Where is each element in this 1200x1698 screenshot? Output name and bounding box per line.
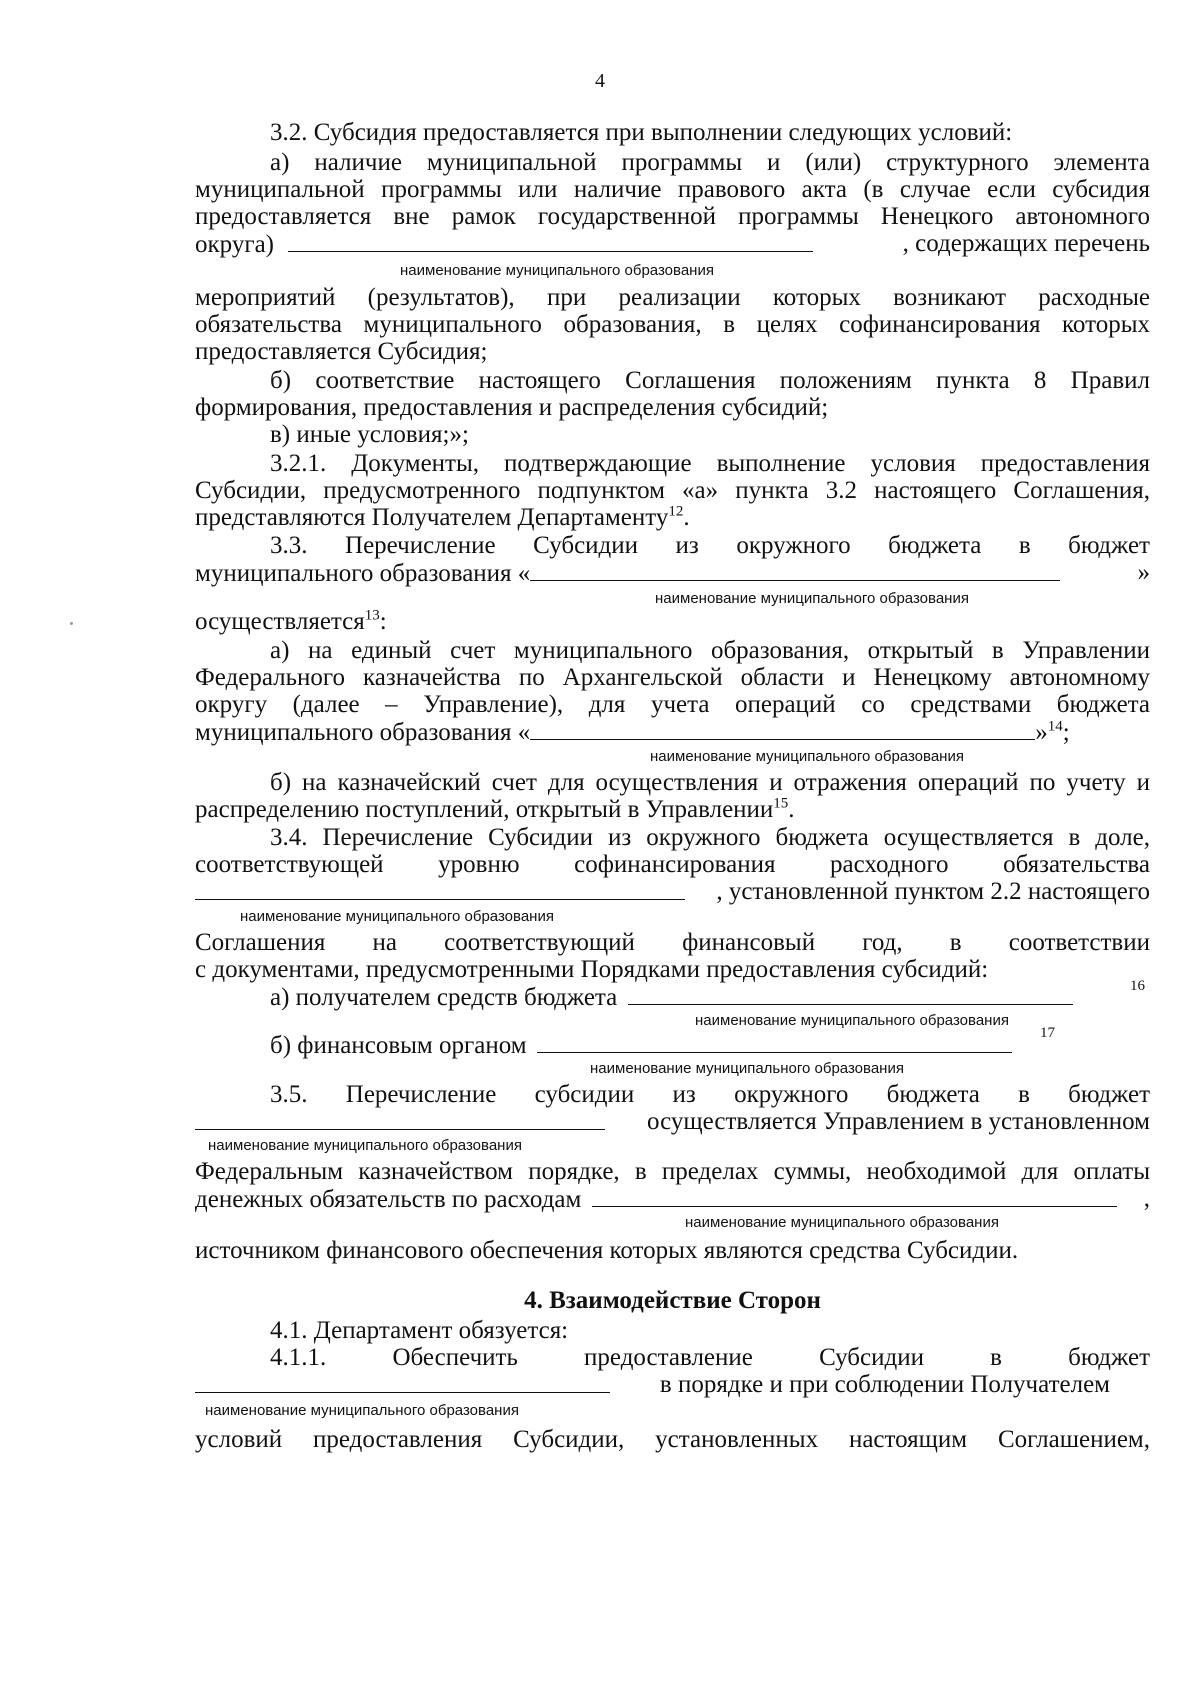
footnote-ref: 14 [1047,718,1063,735]
text-fragment: б) финансовым органом [270,1032,527,1059]
field-caption: наименование муниципального образования [590,1060,904,1077]
text-fragment: осуществляется Управлением в установленном [647,1108,1150,1135]
text-fragment: а) получателем средств бюджета [270,984,618,1011]
clause-3-2-b-line2: формирования, предоставления и распределения субсидий; [195,394,829,421]
clause-3-2-c: в) иные условия;»; [270,421,469,448]
text-fragment: в порядке и при соблюдении Получателем [659,1371,1110,1398]
text-fragment: . [788,796,795,823]
text-fragment: ; [1062,719,1070,746]
blank-field [195,877,685,900]
text-fragment: муниципального образования « [195,719,531,746]
text-fragment: . [683,504,690,531]
text-fragment: : [379,608,387,635]
clause-3-2-a-line6: обязательства муниципального образования, в целях софинансирования которых [195,311,1150,338]
clause-3-2-a-line3: предоставляется вне рамок государственной программы Ненецкого автономного [195,203,1150,230]
footnote-ref: 17 [1040,1025,1055,1041]
blank-field [537,1030,1012,1053]
field-caption: наименование муниципального образования [205,1402,519,1419]
clause-3-5-line5: источником финансового обеспечения которых являются средства Субсидии. [195,1237,1019,1264]
clause-4-1-1-line2 [195,1370,1150,1401]
clause-3-2-b-line1: б) соответствие настоящего Соглашения положениям пункта 8 Правил [270,367,1150,394]
section-heading: 4. Взаимодействие Сторон [524,1287,821,1314]
blank-field [195,1370,610,1393]
clause-3-5-line2 [195,1107,1150,1138]
clause-3-2-a-line4 [195,229,1150,260]
clause-3-3-a-line2: Федерального казначейства по Архангельской области и Ненецкому автономному [195,664,1150,691]
text-fragment: , содержащих перечень [902,230,1150,257]
clause-3-5-line1: 3.5. Перечисление субсидии из окружного бюджета в бюджет [270,1081,1150,1108]
clause-3-4-line5: с документами, предусмотренными Порядками предоставления субсидий: [195,956,989,983]
field-caption: наименование муниципального образования [650,748,964,765]
clause-3-5-line4 [195,1184,1150,1215]
clause-3-2-1-line3 [195,503,1150,533]
blank-field [628,982,1073,1005]
field-caption: наименование муниципального образования [685,1214,999,1231]
clause-3-4-line1: 3.4. Перечисление Субсидии из окружного бюджета осуществляется в доле, [270,824,1150,851]
clause-3-3-b-line1: б) на казначейский счет для осуществления и отражения операций по учету и [270,769,1150,796]
clause-4-1-1-line1: 4.1.1. Обеспечить предоставление Субсидии в бюджет [270,1344,1150,1371]
clause-3-4-a [270,982,1150,1013]
clause-3-3-line1: 3.3. Перечисление Субсидии из окружного бюджета в бюджет [270,532,1150,559]
scan-speck [70,622,73,625]
field-caption: наименование муниципального образования [655,590,969,607]
clause-3-2-a-line7: предоставляется Субсидия; [195,338,488,365]
text-fragment: » [1035,719,1048,746]
clause-3-4-b [270,1030,1150,1061]
clause-3-5-line3: Федеральным казначейством порядке, в пределах суммы, необходимой для оплаты [195,1158,1150,1185]
clause-3-2-title: 3.2. Субсидия предоставляется при выполнении следующих условий: [270,119,1013,146]
footnote-ref: 12 [668,503,684,520]
clause-3-3-a-line4 [195,717,1150,748]
text-fragment: » [1137,559,1150,586]
blank-field [530,558,1060,581]
footnote-ref: 16 [1130,978,1145,994]
footnote-ref: 13 [364,607,380,624]
text-fragment: , установленной пунктом 2.2 настоящего [716,878,1150,905]
text-fragment: денежных обязательств по расходам [195,1186,582,1213]
footnote-ref: 15 [773,795,789,812]
field-caption: наименование муниципального образования [400,262,714,279]
clause-4-1: 4.1. Департамент обязуется: [270,1317,569,1344]
text-fragment: муниципального образования « [195,560,531,587]
field-caption: наименование муниципального образования [240,908,554,925]
clause-3-2-a-line2: муниципальной программы или наличие правового акта (в случае если субсидия [195,176,1150,203]
clause-3-4-line4: Соглашения на соответствующий финансовый год, в соответствии [195,929,1150,956]
clause-3-3-line2 [195,558,1150,589]
blank-field [592,1184,1117,1207]
blank-field [288,229,813,252]
clause-3-3-a-line1: а) на единый счет муниципального образования, открытый в Управлении [270,637,1150,664]
clause-3-2-1-line2: Субсидии, предусмотренного подпунктом «а» пункта 3.2 настоящего Соглашения, [195,477,1150,504]
blank-field [530,717,1035,740]
text-fragment: представляются Получателем Департаменту [195,504,669,531]
text-fragment: , [1143,1185,1150,1212]
clause-3-4-line2: соответствующей уровню софинансирования расходного обязательства [195,851,1150,878]
blank-field [195,1107,605,1130]
clause-3-3-a-line3: округу (далее – Управление), для учета операций со средствами бюджета [195,691,1150,718]
clause-4-1-1-line3: условий предоставления Субсидии, установленных настоящим Соглашением, [195,1426,1150,1453]
text-fragment: осуществляется [195,608,365,635]
clause-3-4-line3 [195,877,1150,908]
clause-3-3-b-line2 [195,795,1150,825]
clause-3-3-line3 [195,607,1150,637]
page-number: 4 [595,70,605,92]
field-caption: наименование муниципального образования [208,1137,522,1154]
clause-3-2-1-line1: 3.2.1. Документы, подтверждающие выполнение условия предоставления [270,450,1150,477]
text-fragment: округа) [195,231,274,258]
field-caption: наименование муниципального образования [695,1012,1009,1029]
clause-3-2-a-line5: мероприятий (результатов), при реализации которых возникают расходные [195,284,1150,311]
text-fragment: распределению поступлений, открытый в Управлении [195,796,774,823]
clause-3-2-a-line1: а) наличие муниципальной программы и (или) структурного элемента [270,149,1150,176]
